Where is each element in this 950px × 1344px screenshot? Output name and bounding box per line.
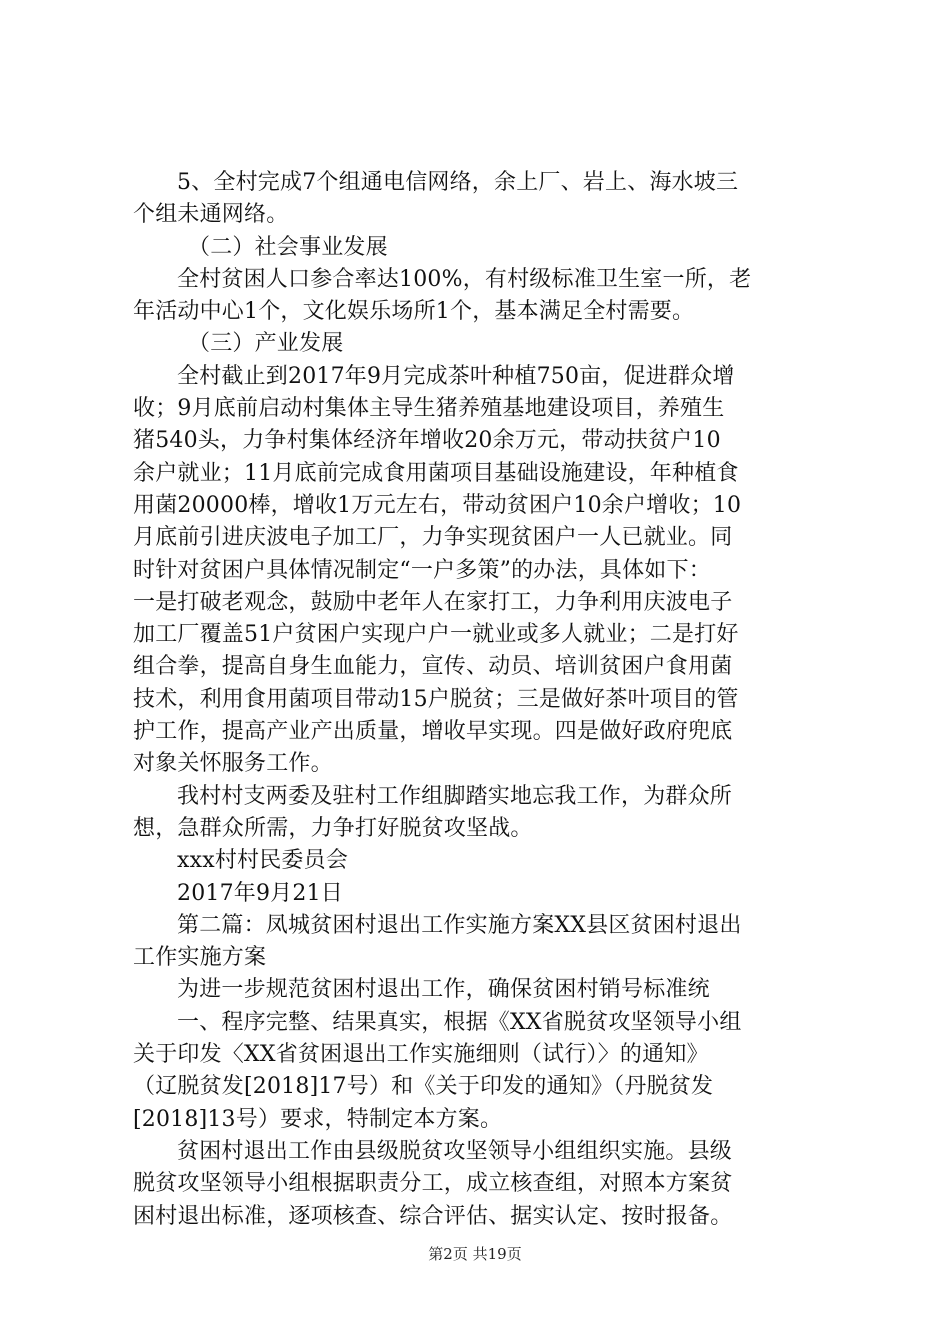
chapter-title: 第二篇：凤城贫困村退出工作实施方案XX县区贫困村退出: [177, 912, 742, 938]
paragraph-line: 一是打破老观念，鼓励中老年人在家打工，力争利用庆波电子: [133, 589, 733, 615]
paragraph-line: 时针对贫困户具体情况制定“一户多策”的办法，具体如下：: [133, 557, 711, 583]
section-heading: （二）社会事业发展: [188, 234, 388, 260]
paragraph-line: 月底前引进庆波电子加工厂，力争实现贫困户一人已就业。同: [133, 525, 733, 551]
paragraph-line: （辽脱贫发[2018]17号）和《关于印发的通知》（丹脱贫发: [133, 1074, 714, 1100]
paragraph-line: 收；9月底前启动村集体主导生猪养殖基地建设项目，养殖生: [133, 396, 725, 422]
paragraph-line: 全村贫困人口参合率达100%，有村级标准卫生室一所，老: [177, 266, 752, 292]
paragraph-line: 我村村支两委及驻村工作组脚踏实地忘我工作，为群众所: [177, 783, 733, 809]
signature-org: xxx村村民委员会: [177, 848, 349, 874]
paragraph-line: [2018]13号）要求，特制定本方案。: [133, 1106, 503, 1132]
paragraph-line: 脱贫攻坚领导小组根据职责分工，成立核查组，对照本方案贫: [133, 1171, 733, 1197]
section-heading: （三）产业发展: [188, 331, 344, 357]
paragraph-line: 全村截止到2017年9月完成茶叶种植750亩，促进群众增: [177, 363, 735, 389]
paragraph-line: 想，急群众所需，力争打好脱贫攻坚战。: [133, 815, 533, 841]
paragraph-line: 贫困村退出工作由县级脱贫攻坚领导小组组织实施。县级: [177, 1138, 733, 1164]
document-body: [133, 167, 839, 1233]
signature-date: 2017年9月21日: [177, 880, 343, 906]
paragraph-line: 猪540头，力争村集体经济年增收20余万元，带动扶贫户10: [133, 428, 721, 454]
paragraph-line: 余户就业；11月底前完成食用菌项目基础设施建设，年种植食: [133, 460, 739, 486]
paragraph-line: 护工作，提高产业产出质量，增收早实现。四是做好政府兜底: [133, 719, 733, 745]
paragraph-line: 困村退出标准，逐项核查、综合评估、据实认定、按时报备。: [133, 1203, 733, 1229]
paragraph-line: 技术，利用食用菌项目带动15户脱贫；三是做好茶叶项目的管: [133, 686, 739, 712]
paragraph-line: 对象关怀服务工作。: [133, 751, 333, 777]
paragraph-line: 组合拳，提高自身生血能力，宣传、动员、培训贫困户食用菌: [133, 654, 733, 680]
chapter-title: 工作实施方案: [133, 945, 267, 971]
page-number-footer: 第2页 共19页: [428, 1245, 522, 1263]
paragraph-line: 个组未通网络。: [133, 202, 289, 228]
paragraph-line: 关于印发〈XX省贫困退出工作实施细则（试行）〉的通知》: [133, 1042, 709, 1068]
paragraph-line: 用菌20000棒，增收1万元左右，带动贫困户10余户增收；10: [133, 492, 742, 518]
paragraph-line: 年活动中心1个，文化娱乐场所1个，基本满足全村需要。: [133, 299, 695, 325]
paragraph-line: 加工厂覆盖51户贫困户实现户户一就业或多人就业；二是打好: [133, 622, 739, 648]
paragraph-line: 5、全村完成7个组通电信网络，余上厂、岩上、海水坡三: [177, 170, 739, 195]
paragraph-line: 为进一步规范贫困村退出工作，确保贫困村销号标准统: [177, 977, 710, 1003]
paragraph-line: 一、程序完整、结果真实，根据《XX省脱贫攻坚领导小组: [177, 1009, 742, 1035]
